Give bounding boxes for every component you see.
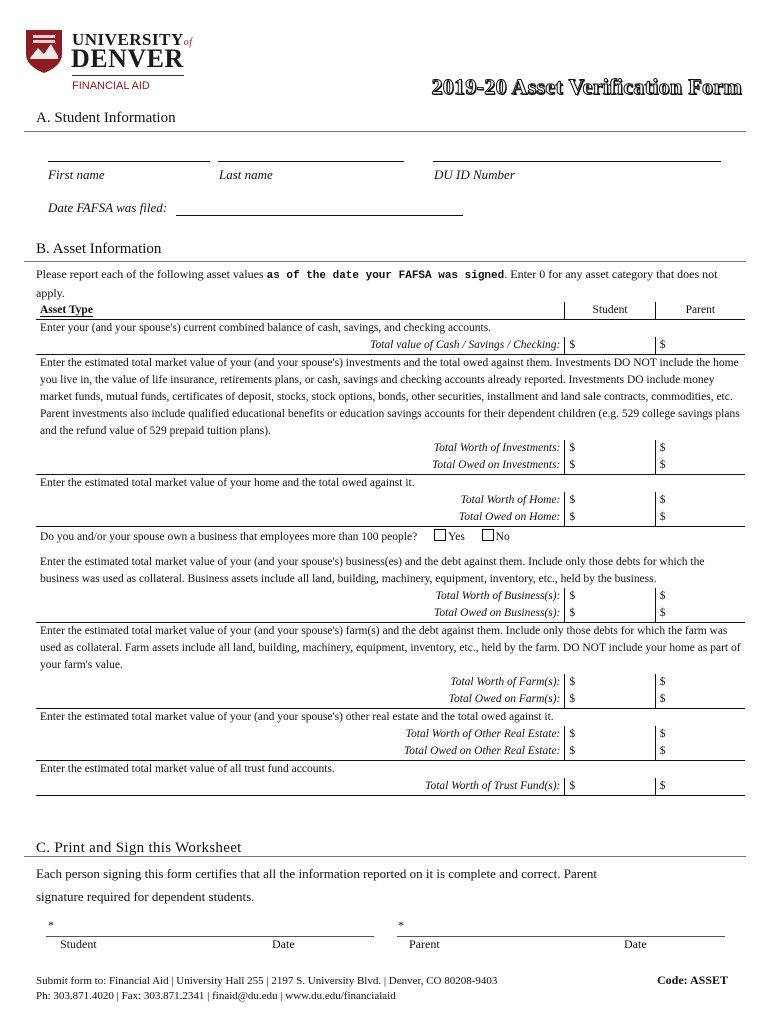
investments-owed-student-field[interactable]: $ xyxy=(565,457,655,475)
du-id-field[interactable] xyxy=(433,161,721,162)
parent-signature-asterisk: * xyxy=(398,918,404,932)
parent-signature-line[interactable] xyxy=(397,936,725,937)
asset-table xyxy=(36,302,745,796)
farm-owed-label: Total Owed on Farm(s): xyxy=(36,691,565,709)
business-yes-label: Yes xyxy=(448,531,465,543)
form-code: Code: ASSET xyxy=(657,973,729,987)
business-yes-checkbox[interactable] xyxy=(434,529,446,541)
business-no-label: No xyxy=(495,531,510,543)
investments-description: Enter the estimated total market value of your (and your spouse's) investments and the total owed against them. Investments DO NOT include the home you live in, the value of life insurance, retirements plans, or cash, savings and checking accounts already reported. Investments DO include money market funds, mutual funds, certificates of deposit, stocks, stock options, bonds, other securities, installment and land sale contracts, commodities, etc. Parent investments also include qualified educational benefits or education savings accounts for their dependent children (e.g. 529 college savings plans and the refund value of 529 prepaid tuition plans). xyxy=(40,357,740,437)
home-description: Enter the estimated total market value of your home and the total owed against it. xyxy=(40,477,415,489)
farm-owed-parent-field[interactable]: $ xyxy=(659,693,666,705)
first-name-label: First name xyxy=(48,167,105,182)
du-id-label: DU ID Number xyxy=(434,167,515,182)
business-question: Do you and/or your spouse own a business that employees more than 100 people? Yes No xyxy=(40,531,510,543)
home-owed-label: Total Owed on Home: xyxy=(36,509,565,527)
farm-description: Enter the estimated total market value of your (and your spouse's) farm(s) and the debt against them. Include only those debts for which the farm was used as collateral. Farm assets include all land, building, machinery, equipment, inventory, etc., held by the farm. DO NOT include your home as part of your farm's value. xyxy=(40,625,741,671)
realestate-worth-student-field[interactable]: $ xyxy=(565,726,655,743)
investments-worth-parent-field[interactable]: $ xyxy=(659,442,666,454)
student-date-label: Date xyxy=(272,937,295,951)
parent-column-header: Parent xyxy=(655,302,745,320)
farm-owed-student-field[interactable]: $ xyxy=(565,691,655,709)
asset-type-header: Asset Type xyxy=(36,302,565,320)
last-name-field[interactable] xyxy=(218,161,404,162)
realestate-worth-parent-field[interactable]: $ xyxy=(659,728,666,740)
university-shield-logo xyxy=(24,28,64,74)
farm-worth-student-field[interactable]: $ xyxy=(565,674,655,691)
investments-owed-parent-field[interactable]: $ xyxy=(659,459,666,471)
business-owed-student-field[interactable]: $ xyxy=(565,605,655,623)
student-signature-asterisk: * xyxy=(48,918,54,932)
business-worth-student-field[interactable]: $ xyxy=(565,588,655,605)
section-c-text-line1: Each person signing this form certifies that all the information reported on it is complete and correct. Parent xyxy=(36,866,597,881)
business-owed-label: Total Owed on Business(s): xyxy=(36,605,565,623)
investments-owed-label: Total Owed on Investments: xyxy=(36,457,565,475)
parent-date-label: Date xyxy=(624,937,647,951)
trust-worth-student-field[interactable]: $ xyxy=(565,778,655,796)
student-column-header: Student xyxy=(565,302,655,320)
first-name-field[interactable] xyxy=(48,161,210,162)
business-description: Enter the estimated total market value of your (and your spouse's) business(es) and the debt against them. Include only those debts for which the business was used as collateral. Business assets include all land, building, machinery, equipment, inventory, etc., held by the business. xyxy=(40,556,705,585)
section-c-text-line2: signature required for dependent students. xyxy=(36,889,255,904)
trust-description: Enter the estimated total market value of all trust fund accounts. xyxy=(40,763,335,775)
section-a-title: A. Student Information xyxy=(36,110,176,126)
home-worth-label: Total Worth of Home: xyxy=(36,492,565,509)
last-name-label: Last name xyxy=(219,167,273,182)
farm-worth-parent-field[interactable]: $ xyxy=(659,676,666,688)
business-worth-parent-field[interactable]: $ xyxy=(659,590,666,602)
home-worth-student-field[interactable]: $ xyxy=(565,492,655,509)
section-a-rule xyxy=(24,131,746,132)
fafsa-date-label: Date FAFSA was filed: xyxy=(48,200,168,215)
home-owed-student-field[interactable]: $ xyxy=(565,509,655,527)
form-title: 2019-20 Asset Verification Form xyxy=(431,74,742,99)
realestate-owed-label: Total Owed on Other Real Estate: xyxy=(36,743,565,761)
realestate-worth-label: Total Worth of Other Real Estate: xyxy=(36,726,565,743)
parent-signature-label: Parent xyxy=(409,937,440,951)
farm-worth-label: Total Worth of Farm(s): xyxy=(36,674,565,691)
university-name-line2: DENVER xyxy=(71,44,184,73)
cash-student-field[interactable]: $ xyxy=(565,337,655,355)
footer-contact: Ph: 303.871.4020 | Fax: 303.871.2341 | finaid@du.edu | www.du.edu/financialaid xyxy=(36,990,396,1002)
home-worth-parent-field[interactable]: $ xyxy=(659,494,666,506)
section-c-rule xyxy=(24,856,746,857)
university-name-line1: UNIVERSITYof xyxy=(72,30,193,49)
business-worth-label: Total Worth of Business(s): xyxy=(36,588,565,605)
section-b-title: B. Asset Information xyxy=(36,241,162,257)
footer-address: Submit form to: Financial Aid | University Hall 255 | 2197 S. University Blvd. | Denver, CO 80208-9403 xyxy=(36,975,498,987)
section-b-rule xyxy=(24,261,746,262)
cash-total-label: Total value of Cash / Savings / Checking: xyxy=(36,337,565,355)
realestate-owed-parent-field[interactable]: $ xyxy=(659,745,666,757)
fafsa-date-field[interactable] xyxy=(176,215,463,216)
cash-description: Enter your (and your spouse's) current combined balance of cash, savings, and checking accounts. xyxy=(40,322,492,334)
business-owed-parent-field[interactable]: $ xyxy=(659,607,666,619)
department-name: FINANCIAL AID xyxy=(72,80,150,92)
trust-worth-parent-field[interactable]: $ xyxy=(659,780,666,792)
business-no-checkbox[interactable] xyxy=(482,529,494,541)
cash-parent-field[interactable]: $ xyxy=(659,339,666,351)
logo-divider xyxy=(72,75,184,76)
student-signature-label: Student xyxy=(60,937,97,951)
realestate-owed-student-field[interactable]: $ xyxy=(565,743,655,761)
section-b-intro: Please report each of the following asset values as of the date your FAFSA was signed. Enter 0 for any asset category that does not apply. xyxy=(36,267,718,300)
investments-worth-student-field[interactable]: $ xyxy=(565,440,655,457)
home-owed-parent-field[interactable]: $ xyxy=(659,511,666,523)
section-c-title: C. Print and Sign this Worksheet xyxy=(36,840,242,856)
investments-worth-label: Total Worth of Investments: xyxy=(36,440,565,457)
trust-worth-label: Total Worth of Trust Fund(s): xyxy=(36,778,565,796)
realestate-description: Enter the estimated total market value of your (and your spouse's) other real estate and the total owed against it. xyxy=(40,711,554,723)
